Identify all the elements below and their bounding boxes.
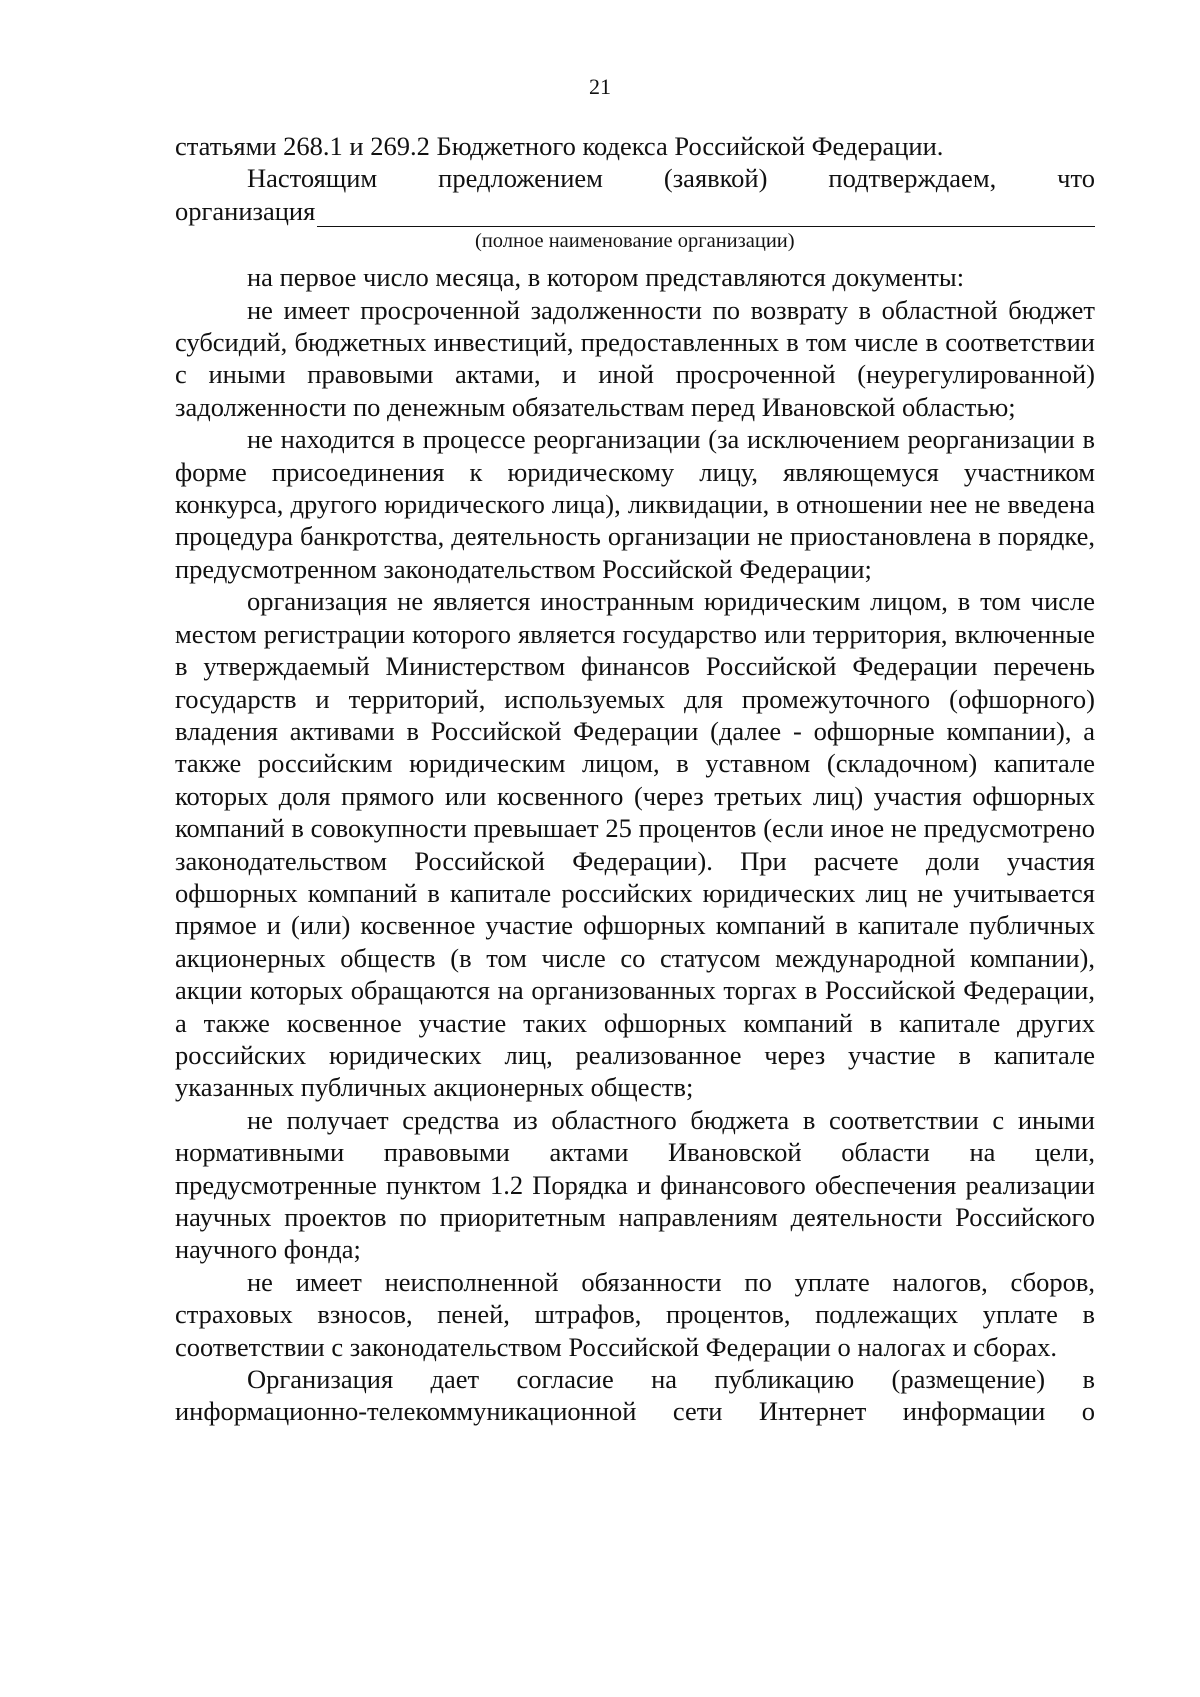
- intro-line: статьями 268.1 и 269.2 Бюджетного кодекса Российской Федерации.: [175, 131, 944, 161]
- paragraph-taxes: не имеет неисполненной обязанности по уплате налогов, сборов, страховых взносов, пеней, штрафов, процентов, подлежащих уплате в соответствии с законодательством Российской Федерации о налогах и сборах.: [175, 1266, 1095, 1362]
- paragraph-budget-funds: не получает средства из областного бюджета в соответствии с иными нормативными правовыми актами Ивановской области на цели, предусмотренные пунктом 1.2 Порядка и финансового обеспечения реализации научных проектов по приоритетным направлениям деятельности Российского научного фонда;: [175, 1104, 1095, 1265]
- paragraph-debt: не имеет просроченной задолженности по возврату в областной бюджет субсидий, бюджетных инвестиций, предоставленных в том числе в соответствии с иными правовыми актами, и иной просроченной (неурегулированной) задолженности по денежным обязательствам перед Ивановской областью;: [175, 294, 1095, 422]
- paragraph-reorganization: не находится в процессе реорганизации (за исключением реорганизации в форме присоединения к юридическому лицу, являющемуся участником конкурса, другого юридического лица), ликвидации, в отношении нее не введена процедура банкротства, деятельность организации не приостановлена в порядке, предусмотренном законодательством Российской Федерации;: [175, 424, 1095, 584]
- organization-field: [175, 195, 1095, 227]
- organization-label: организация: [175, 195, 316, 226]
- organization-caption: (полное наименование организации): [475, 230, 795, 253]
- document-body: [175, 130, 1095, 1428]
- paragraph-consent: Организация дает согласие на публикацию (размещение) в информационно-телекоммуникационной сети Интернет информации о: [175, 1364, 1095, 1427]
- paragraph-offshore: организация не является иностранным юридическим лицом, в том числе местом регистрации которого является государство или территория, включенные в утверждаемый Министерством финансов Российской Федерации перечень государств и территорий, используемых для промежуточного (офшорного) владения активами в Российской Федерации (далее - офшорные компании), а также российским юридическим лицом, в уставном (складочном) капитале которых доля прямого или косвенного (через третьих лиц) участия офшорных компаний в совокупности превышает 25 процентов (если иное не предусмотрено законодательством Российской Федерации). При расчете доли участия офшорных компаний в капитале российских юридических лиц не учитывается прямое и (или) косвенное участие офшорных компаний в капитале публичных акционерных обществ (в том числе со статусом международной компании), акции которых обращаются на организованных торгах в Российской Федерации, а также косвенное участие таких офшорных компаний в капитале других российских юридических лиц, реализованное через участие в капитале указанных публичных акционерных обществ;: [175, 586, 1095, 1103]
- date-line: на первое число месяца, в котором представляются документы:: [247, 262, 965, 293]
- confirm-line: Настоящим предложением (заявкой) подтверждаем, что: [247, 163, 1095, 194]
- organization-blank-line: [317, 200, 1095, 227]
- page-number: 21: [589, 74, 611, 99]
